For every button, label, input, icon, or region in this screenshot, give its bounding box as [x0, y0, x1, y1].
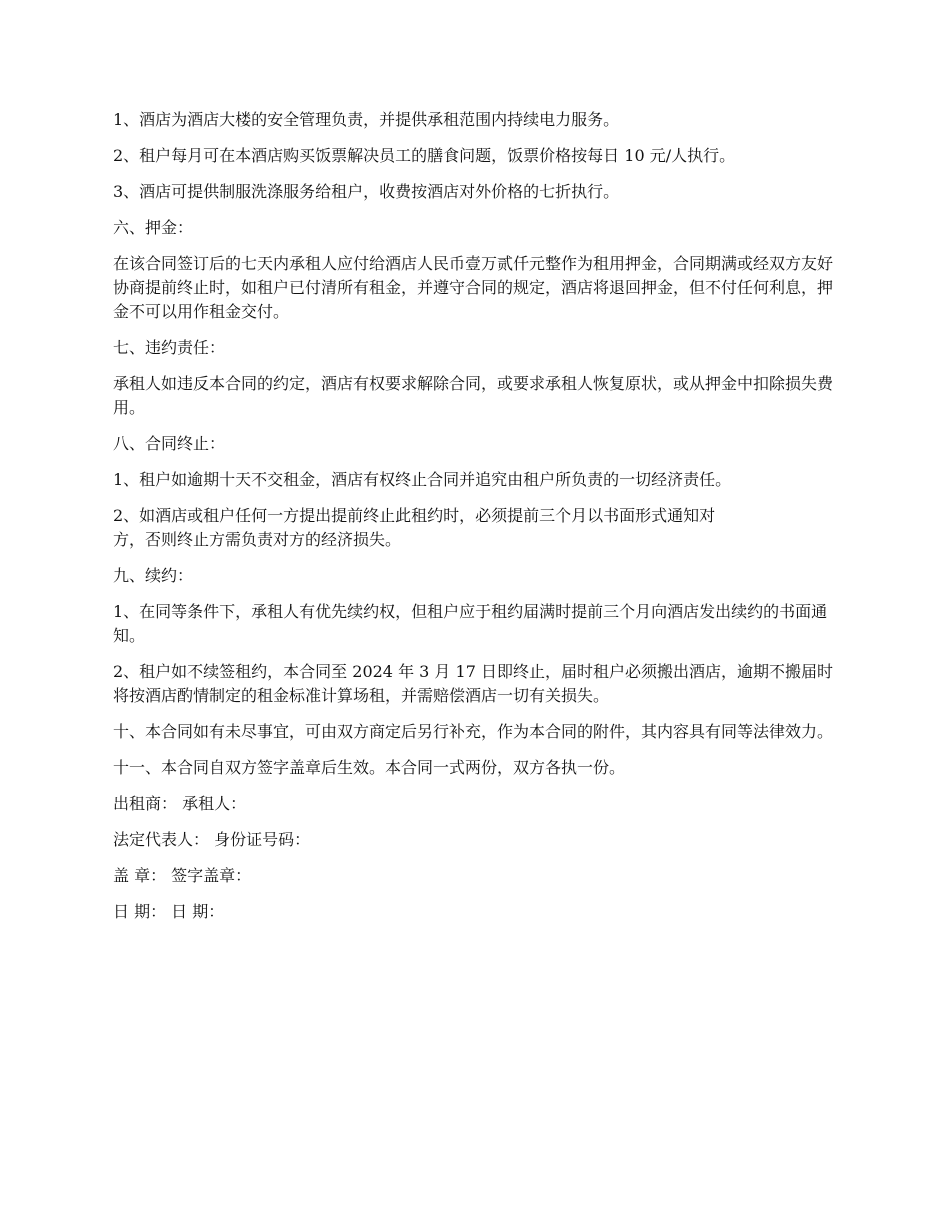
- section-heading-renewal: 九、续约：: [113, 566, 194, 585]
- signature-date: 日 期： 日 期：: [113, 902, 225, 921]
- clause-laundry-service: 3、酒店可提供制服洗涤服务给租户，收费按酒店对外价格的七折执行。: [113, 182, 620, 201]
- clause-renewal-expiry: 2、租户如不续签租约，本合同至 2024 年 3 月 17 日即终止，届时租户必须搬出酒店，逾期不搬届时将按酒店酌情制定的租金标准计算场租，并需赔偿酒店一切有关损失。: [113, 662, 833, 705]
- document-page: [113, 108, 843, 936]
- signature-representative: 法定代表人： 身份证号码：: [113, 830, 311, 849]
- clause-renewal-priority: 1、在同等条件下，承租人有优先续约权，但租户应于租约届满时提前三个月向酒店发出续约的书面通知。: [113, 602, 828, 645]
- clause-meal-tickets: 2、租户每月可在本酒店购买饭票解决员工的膳食问题，饭票价格按每日 10 元/人执行。: [113, 146, 736, 165]
- signature-seal: 盖 章： 签字盖章：: [113, 866, 252, 885]
- section-heading-breach: 七、违约责任：: [113, 338, 226, 357]
- clause-breach: 承租人如违反本合同的约定，酒店有权要求解除合同，或要求承租人恢复原状，或从押金中扣除损失费用。: [113, 374, 834, 417]
- clause-deposit: 在该合同签订后的七天内承租人应付给酒店人民币壹万贰仟元整作为租用押金，合同期满或经双方友好协商提前终止时，如租户已付清所有租金，并遵守合同的规定，酒店将退回押金，但不付任何利息，押金不可以用作租金交付。: [113, 254, 834, 321]
- clause-effective: 十一、本合同自双方签字盖章后生效。本合同一式两份，双方各执一份。: [113, 758, 626, 777]
- section-heading-deposit: 六、押金：: [113, 218, 194, 237]
- clause-termination-overdue: 1、租户如逾期十天不交租金，酒店有权终止合同并追究由租户所负责的一切经济责任。: [113, 470, 732, 489]
- clause-supplement: 十、本合同如有未尽事宜，可由双方商定后另行补充，作为本合同的附件，其内容具有同等法律效力。: [113, 722, 834, 741]
- signature-parties: 出租商： 承租人：: [113, 794, 247, 813]
- clause-hotel-safety: 1、酒店为酒店大楼的安全管理负责，并提供承租范围内持续电力服务。: [113, 110, 620, 129]
- section-heading-termination: 八、合同终止：: [113, 434, 226, 453]
- clause-termination-early: 2、如酒店或租户任何一方提出提前终止此租约时，必须提前三个月以书面形式通知对 方，否则终止方需负责对方的经济损失。: [113, 506, 716, 549]
